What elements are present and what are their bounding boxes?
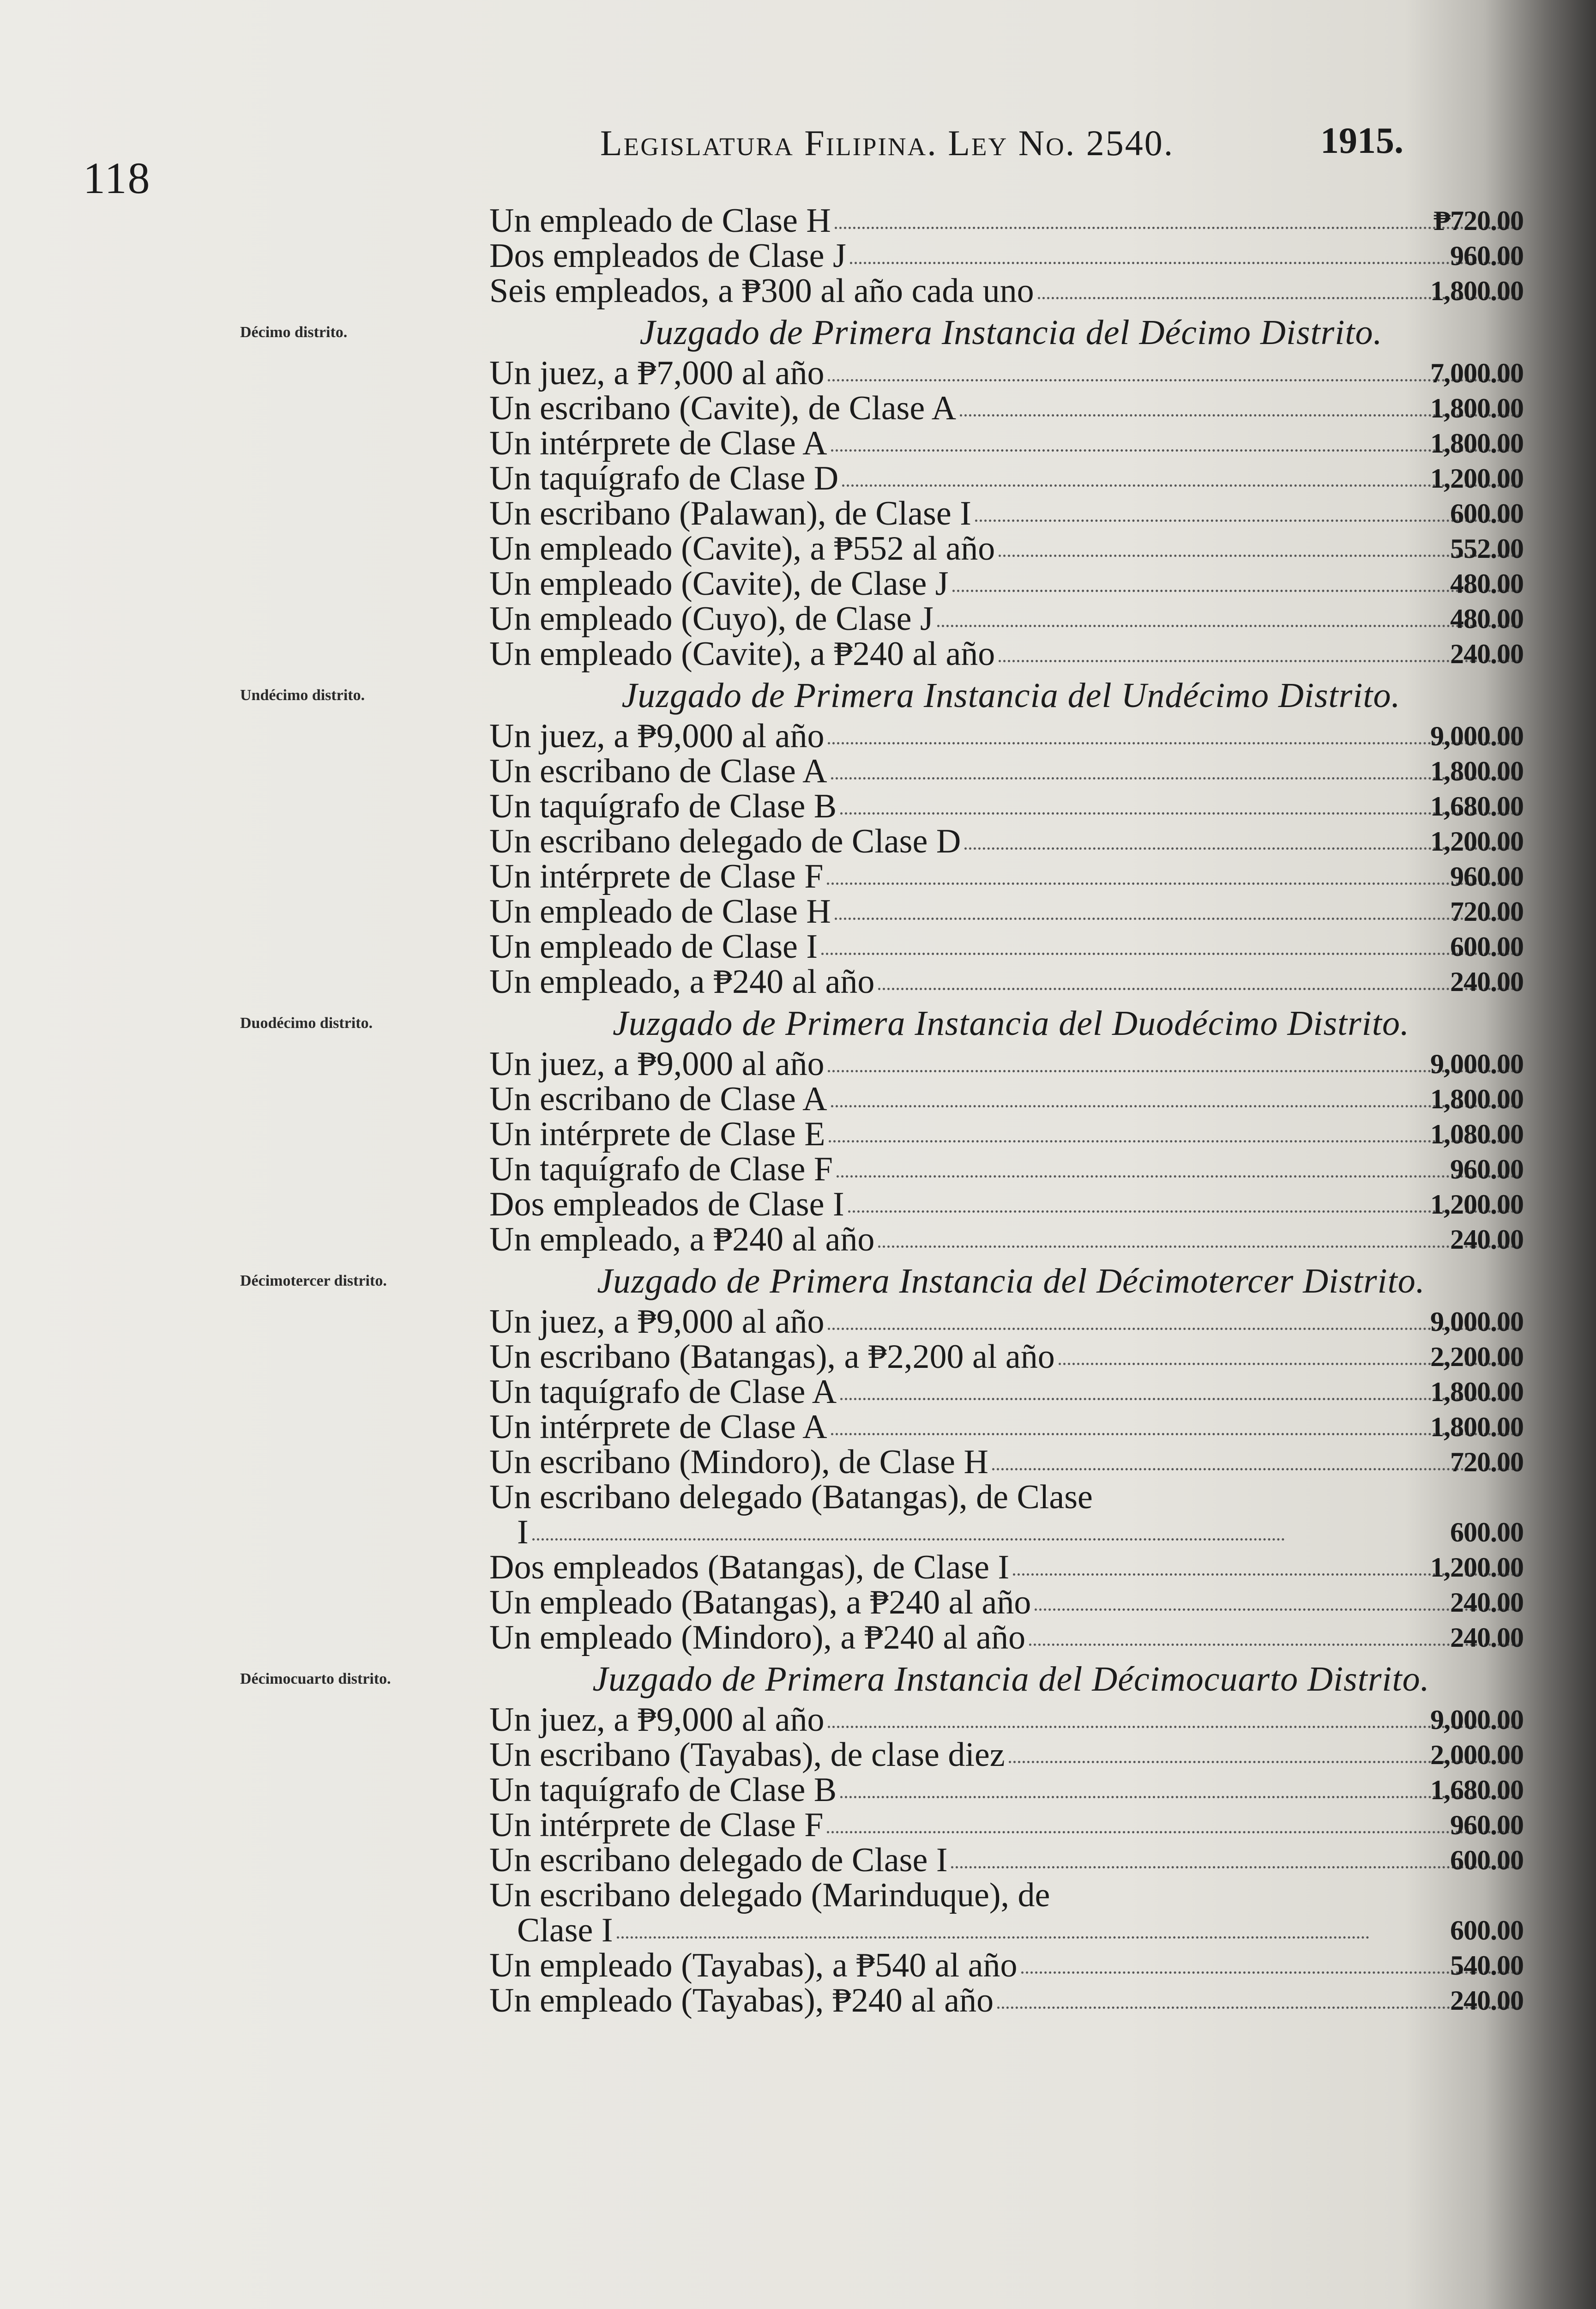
line-item-amount: 240.00 [1450,1985,1524,2016]
line-item-amount: 240.00 [1450,1622,1524,1653]
line-item-label: Un escribano (Cavite), de Clase A [489,389,957,427]
leader-dots [532,1538,1285,1541]
line-item [489,1117,1524,1152]
line-item-label: Un empleado, a ₱240 al año [489,1221,875,1258]
line-item-amount: 1,800.00 [1430,1412,1524,1442]
section-heading [240,1004,1524,1043]
line-item [489,566,1524,601]
line-item-amount: 2,200.00 [1430,1342,1524,1372]
line-item-amount: 9,000.00 [1430,1306,1524,1337]
line-item-label: Un taquígrafo de Clase B [489,1771,837,1809]
line-item-amount: 1,680.00 [1430,791,1524,822]
margin-note: Undécimo distrito. [240,687,365,704]
running-head [600,122,1174,164]
line-item-amount: 960.00 [1450,1154,1524,1185]
line-item [489,1409,1524,1445]
line-item-amount: 720.00 [1450,896,1524,927]
line-item-amount: 240.00 [1450,1224,1524,1255]
line-item [489,1737,1524,1772]
line-item-amount: 240.00 [1450,639,1524,669]
line-item [489,1304,1524,1339]
line-item-amount: 240.00 [1450,967,1524,997]
line-item [489,273,1524,308]
line-item-amount: 1,800.00 [1430,428,1524,459]
line-item-label: Un intérprete de Clase A [489,424,827,462]
line-item-label: Un juez, a ₱9,000 al año [489,1045,825,1083]
line-item-label: Un escribano delegado de Clase I [489,1841,948,1879]
line-item-label: Un escribano (Mindoro), de Clase H [489,1443,988,1481]
line-item-amount: 552.00 [1450,533,1524,564]
line-item [489,461,1524,496]
line-item [489,1878,1524,1948]
line-item [489,964,1524,999]
margin-note: Décimo distrito. [240,324,348,341]
line-item [489,859,1524,894]
line-item-amount: 720.00 [1450,1447,1524,1477]
line-item-label: Un taquígrafo de Clase A [489,1373,837,1411]
line-item-amount: 480.00 [1450,604,1524,634]
line-item-label: Un escribano (Batangas), a ₱2,200 al año [489,1338,1055,1376]
margin-note: Décimocuarto distrito. [240,1670,391,1687]
section-heading-text: Juzgado de Primera Instancia del Undécimo Distrito. [621,676,1401,715]
line-item-label: Dos empleados (Batangas), de Clase I [489,1548,1010,1586]
line-item-label: Un empleado, a ₱240 al año [489,963,875,1001]
line-item-label: Un juez, a ₱9,000 al año [489,717,825,755]
line-item [489,1339,1524,1374]
line-item-amount: 1,800.00 [1430,1084,1524,1114]
line-item-amount: 480.00 [1450,568,1524,599]
line-item [489,601,1524,636]
line-item-label: Un empleado (Batangas), a ₱240 al año [489,1584,1031,1621]
line-item [489,789,1524,824]
line-item [489,636,1524,671]
line-item-label: Un empleado (Mindoro), a ₱240 al año [489,1619,1026,1656]
line-item [489,1550,1524,1585]
line-item [489,1374,1524,1409]
line-item [489,824,1524,859]
line-item-label: Un empleado (Tayabas), a ₱540 al año [489,1946,1018,1984]
line-item [489,531,1524,566]
line-item-label: Un intérprete de Clase A [489,1408,827,1446]
line-item-amount: 7,000.00 [1430,358,1524,388]
line-item-label: Un empleado (Cavite), de Clase J [489,565,949,603]
line-item-amount: ₱720.00 [1433,206,1524,236]
margin-note: Décimotercer distrito. [240,1272,387,1289]
line-item [489,1480,1524,1550]
line-item-amount: 1,800.00 [1430,393,1524,423]
line-item-amount: 1,800.00 [1430,1377,1524,1407]
line-item [489,391,1524,426]
section-heading-text: Juzgado de Primera Instancia del Décimotercer Distrito. [597,1262,1425,1300]
running-head-text: Legislatura Filipina. Ley No. 2540. [600,123,1174,163]
line-item-label: Un escribano de Clase A [489,1080,827,1118]
line-item-label: Un juez, a ₱7,000 al año [489,354,825,392]
line-item-amount: 2,000.00 [1430,1740,1524,1770]
line-item [489,426,1524,461]
line-item-label: Un intérprete de Clase F [489,858,824,895]
line-item-label: Un taquígrafo de Clase B [489,787,837,825]
page-number: 118 [83,153,151,203]
line-item-amount: 9,000.00 [1430,721,1524,751]
document-body [240,202,1524,2019]
line-item-label: Un empleado de Clase H [489,202,831,240]
line-item-amount: 1,200.00 [1430,826,1524,857]
line-item [489,1702,1524,1737]
line-item-label-continued: I [517,1513,529,1551]
line-item-label: Un intérprete de Clase E [489,1115,825,1153]
line-item-label: Un escribano delegado de Clase D [489,822,961,860]
section-heading [240,313,1524,352]
line-item-label: Un taquígrafo de Clase F [489,1150,833,1188]
line-item-amount: 9,000.00 [1430,1705,1524,1735]
line-item-amount: 960.00 [1450,241,1524,271]
line-item-amount: 540.00 [1450,1950,1524,1981]
leader-dots [617,1936,1369,1939]
line-item-amount: 600.00 [1450,1845,1524,1875]
line-item [489,719,1524,754]
line-item-amount: 1,680.00 [1430,1775,1524,1805]
line-item [489,929,1524,964]
line-item [489,1445,1524,1480]
line-item [489,1843,1524,1878]
line-item [489,754,1524,789]
line-item [489,1620,1524,1655]
line-item-label: Un escribano de Clase A [489,752,827,790]
section-heading [240,1262,1524,1300]
line-item-label: Un juez, a ₱9,000 al año [489,1701,825,1739]
line-item-amount: 960.00 [1450,1810,1524,1840]
section-heading [240,676,1524,715]
section-heading-text: Juzgado de Primera Instancia del Duodécimo Distrito. [613,1004,1409,1043]
year: 1915. [1320,121,1403,161]
line-item [489,1585,1524,1620]
line-item-label: Un escribano delegado (Batangas), de Clase [489,1478,1093,1516]
line-item-label: Un escribano delegado (Marinduque), de [489,1876,1050,1914]
margin-note: Duodécimo distrito. [240,1015,373,1032]
line-item-label: Un juez, a ₱9,000 al año [489,1303,825,1341]
line-item [489,1222,1524,1257]
line-item-label: Seis empleados, a ₱300 al año cada uno [489,272,1034,310]
line-item-label: Dos empleados de Clase J [489,237,846,275]
line-item-label: Un taquígrafo de Clase D [489,459,839,497]
line-item-amount: 1,800.00 [1430,756,1524,786]
line-item [489,1983,1524,2018]
line-item-label: Un empleado (Tayabas), ₱240 al año [489,1982,994,2019]
line-item-amount: 1,200.00 [1430,1552,1524,1583]
section-heading-text: Juzgado de Primera Instancia del Décimo Distrito. [639,313,1383,352]
line-item-amount: 600.00 [1450,931,1524,962]
line-item-amount: 240.00 [1450,1587,1524,1618]
line-item [489,894,1524,929]
line-item [489,1082,1524,1117]
line-item-amount: 600.00 [1450,498,1524,529]
line-item-label-continued: Clase I [517,1911,613,1949]
line-item [489,1046,1524,1082]
line-item-label: Un intérprete de Clase F [489,1806,824,1844]
line-item-amount: 1,200.00 [1430,463,1524,494]
line-item-label: Un empleado de Clase H [489,893,831,931]
line-item-label: Un empleado de Clase I [489,928,818,966]
line-item [489,1772,1524,1807]
line-item-label: Un empleado (Cavite), a ₱552 al año [489,530,995,568]
line-item [489,203,1524,238]
section-heading-text: Juzgado de Primera Instancia del Décimocuarto Distrito. [592,1660,1430,1699]
section-heading [240,1660,1524,1699]
line-item [489,496,1524,531]
line-item [489,356,1524,391]
line-item-label: Un empleado (Cuyo), de Clase J [489,600,934,638]
line-item-label: Un empleado (Cavite), a ₱240 al año [489,635,995,673]
line-item [489,1948,1524,1983]
line-item-amount: 1,080.00 [1430,1119,1524,1149]
line-item [489,1152,1524,1187]
line-item-amount: 1,800.00 [1430,276,1524,306]
line-item-label: Dos empleados de Clase I [489,1185,844,1223]
line-item-amount: 600.00 [1450,1517,1524,1547]
line-item-label: Un escribano (Tayabas), de clase diez [489,1736,1005,1774]
line-item-amount: 600.00 [1450,1915,1524,1946]
line-item-amount: 1,200.00 [1430,1189,1524,1220]
line-item-label: Un escribano (Palawan), de Clase I [489,495,971,532]
line-item [489,1187,1524,1222]
line-item-amount: 9,000.00 [1430,1049,1524,1079]
line-item [489,238,1524,273]
line-item [489,1807,1524,1843]
line-item-amount: 960.00 [1450,861,1524,892]
